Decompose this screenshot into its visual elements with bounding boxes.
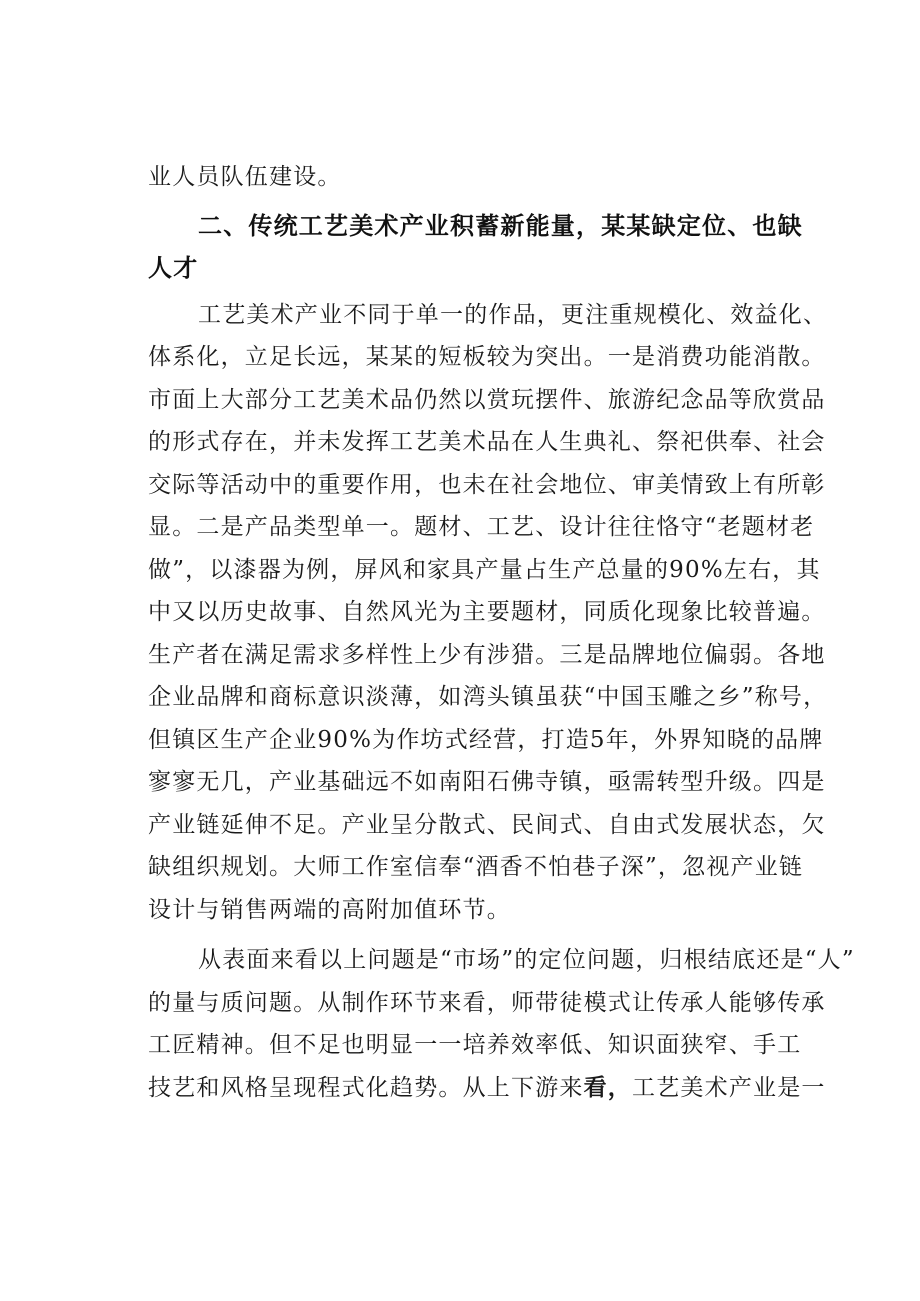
continuation-line: 业人员队伍建设。 — [148, 164, 342, 190]
paragraph-line: 企业品牌和商标意识淡薄，如湾头镇虽获“中国玉雕之乡”称号， — [148, 684, 828, 710]
paragraph-line: 设计与销售两端的高附加值环节。 — [148, 896, 511, 923]
bold-phrase: 看， — [583, 1073, 633, 1101]
document-body — [148, 156, 855, 1109]
paragraph-line: 市面上大部分工艺美术品仍然以赏玩摆件、旅游纪念品等欣赏品 — [148, 386, 826, 413]
paragraph-line: 但镇区生产企业90%为作坊式经营，打造5年，外界知晓的品牌 — [148, 726, 824, 753]
paragraph-line-start: 技艺和风格呈现程式化趋势。从上下游来 — [148, 1074, 584, 1101]
paragraph-last-line — [148, 1067, 826, 1110]
paragraph-1 — [148, 294, 828, 932]
section-heading-line-1: 二、传统工艺美术产业积蓄新能量，某某缺定位、也缺 — [198, 211, 803, 240]
paragraph-line: 体系化，立足长远，某某的短板较为突出。一是消费功能消散。 — [148, 344, 826, 370]
paragraph-line: 交际等活动中的重要作用，也未在社会地位、审美情致上有所彰 — [148, 471, 826, 498]
paragraph-line: 中又以历史故事、自然风光为主要题材，同质化现象比较普遍。 — [148, 599, 826, 625]
paragraph-2 — [148, 939, 855, 1109]
paragraph-line: 产业链延伸不足。产业呈分散式、民间式、自由式发展状态，欠 — [148, 811, 826, 838]
paragraph-line: 做”，以漆器为例，屏风和家具产量占生产总量的90%左右，其 — [148, 556, 821, 583]
paragraph-line-end: 工艺美术产业是一 — [632, 1074, 826, 1101]
paragraph-line: 工匠精神。但不足也明显一一培养效率低、知识面狭窄、手工 — [148, 1032, 802, 1058]
paragraph-line: 缺组织规划。大师工作室信奉“酒香不怕巷子深”，忽视产业链 — [148, 854, 804, 880]
paragraph-line: 的形式存在，并未发挥工艺美术品在人生典礼、祭祀供奉、社会 — [148, 429, 826, 455]
section-heading-line-2: 人才 — [148, 254, 199, 282]
paragraph-line: 显。二是产品类型单一。题材、工艺、设计往往恪守“老题材老 — [148, 514, 815, 540]
paragraph-line: 从表面来看以上问题是“市场”的定位问题，归根结底还是“人” — [198, 947, 855, 973]
paragraph-line: 工艺美术产业不同于单一的作品，更注重规模化、效益化、 — [198, 301, 828, 328]
paragraph-line: 的量与质问题。从制作环节来看，师带徒模式让传承人能够传承 — [148, 989, 826, 1016]
paragraph-line: 生产者在满足需求多样性上少有涉猎。三是品牌地位偏弱。各地 — [148, 641, 826, 668]
paragraph-line: 寥寥无几，产业基础远不如南阳石佛寺镇，亟需转型升级。四是 — [148, 769, 826, 795]
paragraph-gap — [148, 931, 800, 939]
